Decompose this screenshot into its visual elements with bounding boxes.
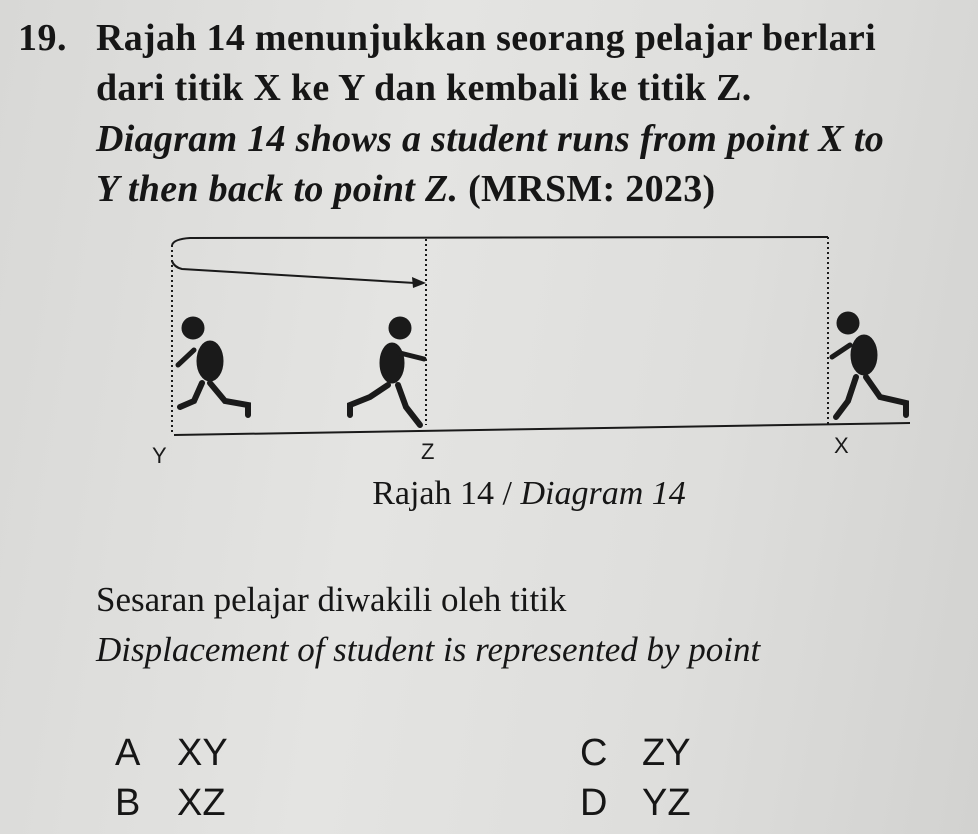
runner-figure-z (350, 317, 424, 425)
path-top-line (172, 237, 828, 245)
option-b[interactable] (115, 782, 226, 825)
option-c-letter: C (580, 732, 608, 774)
question-text-english-line1: Diagram 14 shows a student runs from point X to (96, 118, 885, 160)
diagram-caption (0, 475, 978, 513)
point-label-x: X (834, 433, 849, 458)
runner-figure-x (832, 312, 906, 417)
caption-english: Diagram 14 (520, 475, 686, 512)
runner-figure-y (178, 317, 248, 415)
arrowhead-icon (412, 277, 426, 288)
question-text-english-line2 (96, 167, 715, 211)
ground-line (174, 423, 910, 435)
option-b-text: XZ (177, 782, 226, 824)
question-stem-english: Displacement of student is represented by point (96, 630, 761, 669)
question-text-english-italic: Y then back to point Z. (96, 168, 459, 210)
option-a-text: XY (177, 732, 228, 774)
option-c[interactable] (580, 732, 691, 775)
option-a[interactable] (115, 732, 228, 775)
question-number: 19. (18, 17, 67, 59)
point-label-y: Y (152, 443, 167, 468)
option-c-text: ZY (642, 732, 691, 774)
question-source: (MRSM: 2023) (468, 168, 716, 210)
caption-malay: Rajah 14 / (372, 475, 521, 512)
point-label-z: Z (421, 439, 435, 464)
option-d-text: YZ (642, 782, 691, 824)
return-arrow-line (172, 261, 415, 283)
running-track-diagram (130, 225, 930, 475)
question-text-malay-line2: dari titik X ke Y dan kembali ke titik Z. (96, 67, 752, 109)
question-text-malay-line1: Rajah 14 menunjukkan seorang pelajar berlari (96, 17, 876, 59)
option-d[interactable] (580, 782, 691, 825)
option-b-letter: B (115, 782, 141, 824)
option-a-letter: A (115, 732, 141, 774)
option-d-letter: D (580, 782, 608, 824)
question-stem-malay: Sesaran pelajar diwakili oleh titik (96, 580, 567, 619)
